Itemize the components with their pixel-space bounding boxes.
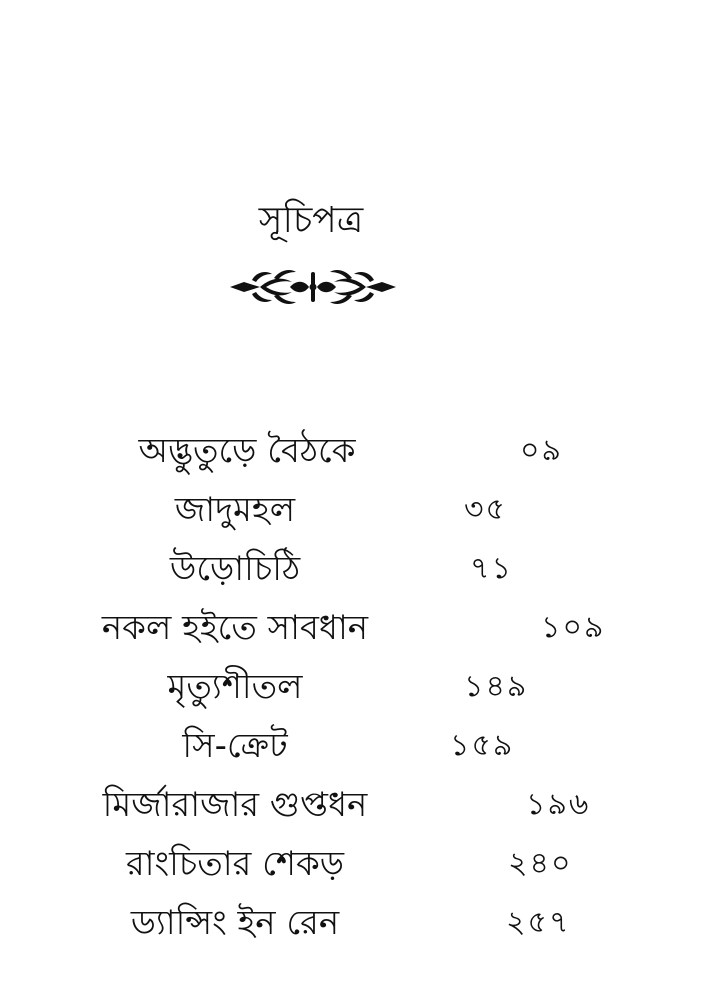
- toc-entry: [0, 835, 707, 893]
- toc-entry-page: ৭১: [470, 551, 513, 586]
- toc-entry-page: ২৪০: [508, 846, 573, 881]
- toc-entry-title: মির্জারাজার গুপ্তধন: [102, 785, 368, 825]
- floral-divider-icon: [230, 266, 396, 308]
- toc-entry: [0, 717, 707, 775]
- toc-entry: [0, 776, 707, 834]
- toc-entry-page: ০৯: [520, 433, 563, 468]
- toc-entry-page: ১৯৬: [526, 787, 591, 822]
- page-title: সূচিপত্র: [258, 200, 364, 241]
- toc-entry: [0, 540, 707, 598]
- toc-entry: [0, 599, 707, 657]
- toc-entry: [0, 894, 707, 952]
- toc-entry-page: ১৪৯: [464, 669, 529, 704]
- toc-entry-title: নকল হইতে সাবধান: [101, 608, 369, 648]
- toc-entry-page: ২৫৭: [506, 905, 571, 940]
- toc-entry-page: ৩৫: [464, 492, 507, 527]
- toc-entry-page: ১৫৯: [450, 728, 515, 763]
- toc-entry-title: উড়োচিঠি: [169, 549, 301, 589]
- toc-entry-page: ১০৯: [541, 610, 606, 645]
- toc-entry-title: রাংচিতার শেকড়: [125, 844, 345, 884]
- toc-entry: [0, 658, 707, 716]
- toc-entry-title: অদ্ভুতুড়ে বৈঠকে: [138, 431, 356, 471]
- toc-entry: [0, 422, 707, 480]
- toc-entry-title: সি-ক্রেট: [182, 726, 288, 766]
- toc-entry-title: ড্যান্সিং ইন রেন: [130, 903, 340, 943]
- toc-entry-title: মৃত্যুশীতল: [167, 667, 303, 707]
- toc-entry-title: জাদুমহল: [174, 490, 296, 530]
- toc-entry: [0, 481, 707, 539]
